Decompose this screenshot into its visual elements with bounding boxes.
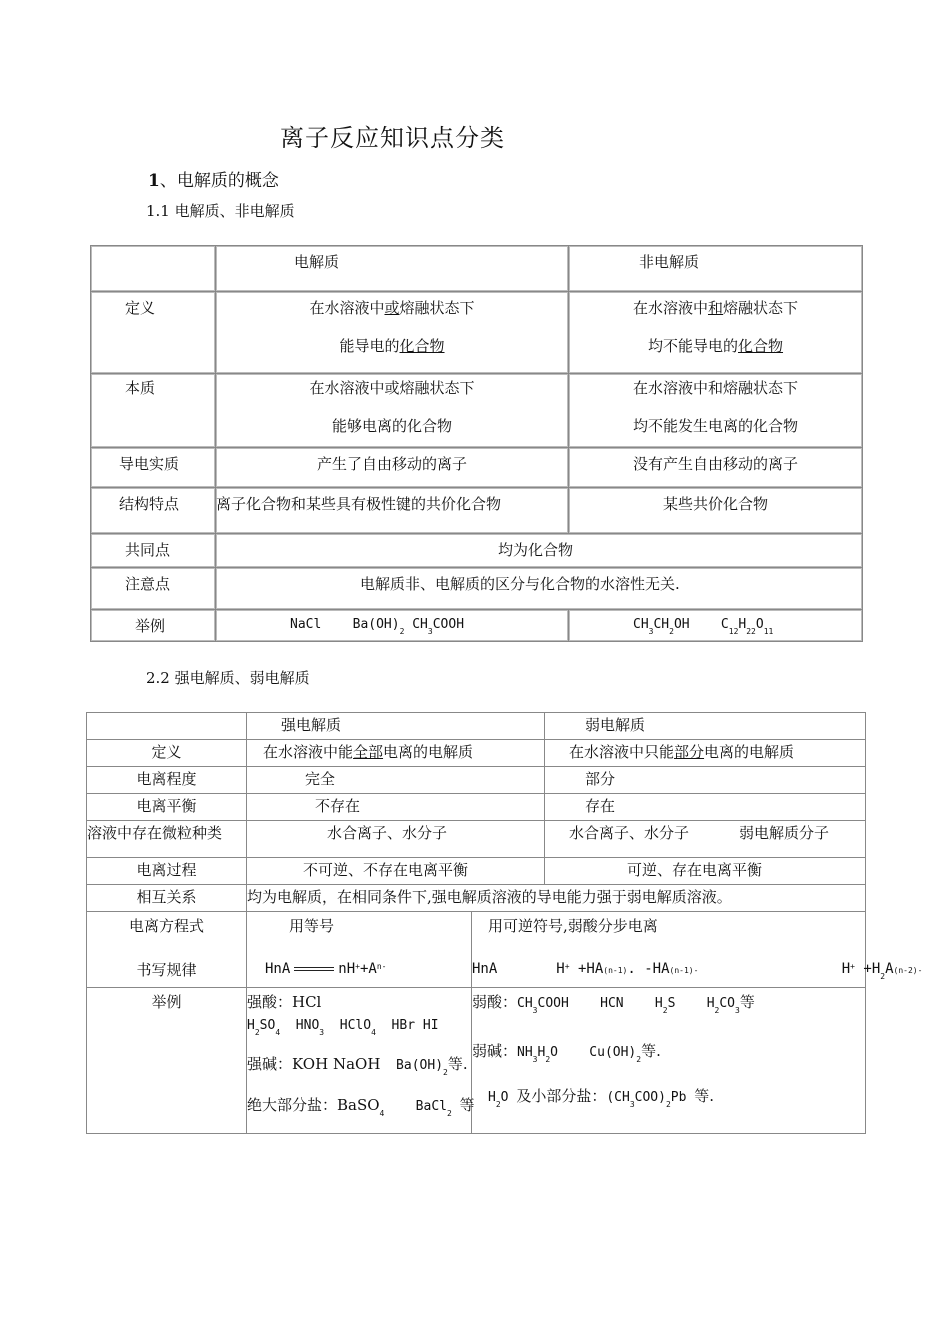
equation-weak-formula: HnA H+ +HA(n-1). -HA(n-1)- $H^+ +H_2A(n-2)-$	[472, 961, 923, 982]
text: 及小部分盐：	[516, 1086, 607, 1105]
table-row	[87, 821, 866, 858]
table-row	[91, 448, 863, 488]
table-row	[87, 988, 866, 1134]
row-label-note: 注意点	[91, 568, 216, 610]
text: 等.	[694, 1086, 715, 1105]
text: 用等号	[289, 917, 335, 935]
conduction-electrolyte: 产生了自由移动的离子	[216, 448, 569, 488]
subsection-heading-2-2: 2.2 强电解质、弱电解质	[146, 669, 310, 687]
section-label: 、电解质的概念	[159, 171, 279, 191]
weak-bases: 弱碱：$NH_3H_2O$ $Cu(OH)_2$等.	[472, 1041, 661, 1064]
structure-nonelectrolyte: 某些共价化合物	[569, 488, 863, 534]
text: 能够电离的化合物	[331, 417, 452, 436]
row-label-common: 共同点	[91, 534, 216, 568]
conduction-nonelectrolyte: 没有产生自由移动的离子	[569, 448, 863, 488]
equation-strong	[247, 912, 472, 988]
essence-nonelectrolyte	[569, 374, 863, 448]
text: 绝大部分盐：BaSO	[247, 1096, 380, 1115]
definition-electrolyte	[216, 292, 569, 374]
text: 熔融状态下	[399, 299, 475, 317]
examples-strong	[247, 988, 475, 1134]
equation-strong-formula: HnA $nH^++A^{n-}$	[265, 961, 387, 978]
text: 等	[459, 1096, 475, 1115]
text: 电离方程式	[128, 917, 204, 935]
table-row	[91, 292, 863, 374]
text: 在水溶液中能	[263, 743, 354, 761]
text: 弱碱：	[472, 1041, 518, 1060]
text: 弱电解质分子	[739, 824, 830, 842]
text: 熔融状态下	[723, 299, 799, 317]
examples-weak	[472, 988, 866, 1134]
text: 强碱：KOH NaOH	[247, 1055, 381, 1074]
process-strong: 不可逆、不存在电离平衡	[247, 858, 545, 885]
table-row	[87, 858, 866, 885]
strong-salts: 绝大部分盐：BaSO$_4$ BaCl$_2$ 等	[247, 1096, 475, 1119]
text: 均不能导电的	[647, 337, 738, 356]
text: 强酸：HCl	[247, 993, 322, 1011]
text: 部分	[674, 743, 705, 761]
table-row	[87, 885, 866, 912]
text: 等	[739, 993, 755, 1011]
row-label-relation: 相互关系	[87, 885, 247, 912]
particles-strong: 水合离子、水分子	[247, 821, 545, 858]
text: 或	[384, 299, 400, 317]
subsection-heading-1-1: 1.1 电解质、非电解质	[146, 202, 295, 220]
table-cell-empty	[91, 246, 216, 292]
text: 等.	[641, 1041, 661, 1060]
text: 在水溶液中或熔融状态下	[309, 379, 475, 397]
strong-acids-list: $H_2SO_4$ $HNO_3$ HClO$_4$ HBr HI	[247, 1017, 439, 1037]
text: 在水溶液中	[632, 299, 708, 317]
relation-value: 均为电解质，在相同条件下,强电解质溶液的导电能力强于弱电解质溶液。	[247, 885, 866, 912]
electrolyte-table	[90, 245, 863, 642]
text: 在水溶液中和熔融状态下	[632, 379, 798, 397]
text: 书写规律	[136, 961, 197, 980]
text: 均不能发生电离的化合物	[632, 417, 798, 436]
text: 化合物	[399, 337, 445, 356]
text: 弱酸：	[472, 993, 518, 1011]
header-nonelectrolyte: 非电解质	[569, 246, 863, 292]
weak-acids: 弱酸：$CH_3COOH$ HCN $H_2S$ $H_2CO_3$等	[472, 993, 755, 1015]
table-row	[87, 794, 866, 821]
text: 全部	[353, 743, 384, 761]
text: 能导电的	[339, 337, 400, 356]
weak-salts: $H_2O$ 及小部分盐：$(CH_3COO)_2Pb$ 等.	[488, 1086, 715, 1109]
essence-electrolyte	[216, 374, 569, 448]
table-cell-empty	[87, 713, 247, 740]
table-row	[87, 912, 866, 988]
text: 和	[707, 299, 723, 317]
page-title: 离子反应知识点分类	[280, 124, 505, 152]
table-row	[91, 246, 863, 292]
text: 化合物	[738, 337, 784, 356]
row-label-equation	[87, 912, 247, 988]
header-electrolyte: 电解质	[216, 246, 569, 292]
row-label-conduction: 导电实质	[91, 448, 216, 488]
strong-bases: 强碱：KOH NaOH $Ba(OH)_2$等.	[247, 1055, 468, 1078]
structure-electrolyte: 离子化合物和某些具有极性键的共价化合物	[216, 488, 569, 534]
row-label-example: 举例	[91, 610, 216, 642]
section-heading	[148, 166, 279, 191]
row-label-essence: 本质	[91, 374, 216, 448]
text: 电离的电解质	[704, 743, 795, 761]
row-label-particles: 溶液中存在微粒种类	[87, 821, 247, 858]
row-label-structure: 结构特点	[91, 488, 216, 534]
equilibrium-strong: 不存在	[247, 794, 545, 821]
note-value: 电解质非、电解质的区分与化合物的水溶性无关.	[216, 568, 863, 610]
example-nonelectrolytes: $CH_3CH_2OH$ $C_{12}H_{22}O_{11}$	[569, 610, 863, 642]
text: 水合离子、水分子	[569, 824, 690, 842]
text: 用可逆符号,弱酸分步电离	[488, 917, 658, 935]
table-row	[91, 374, 863, 448]
row-label-definition: 定义	[91, 292, 216, 374]
example-electrolytes: NaCl $Ba(OH)_2$ $CH_3COOH$	[216, 610, 569, 642]
text: 在水溶液中只能	[569, 743, 675, 761]
definition-nonelectrolyte	[569, 292, 863, 374]
strong-acids	[247, 992, 469, 1013]
table-row	[91, 568, 863, 610]
table-row	[91, 534, 863, 568]
equilibrium-weak: 存在	[545, 794, 866, 821]
table-row	[87, 713, 866, 740]
table-row	[87, 767, 866, 794]
text: 在水溶液中	[309, 299, 385, 317]
degree-weak: 部分	[545, 767, 866, 794]
row-label-degree: 电离程度	[87, 767, 247, 794]
row-label-definition: 定义	[87, 740, 247, 767]
table-row	[91, 610, 863, 642]
text: 等.	[447, 1055, 468, 1074]
degree-strong: 完全	[247, 767, 545, 794]
section-number: 1	[148, 171, 160, 191]
definition-weak	[545, 740, 866, 767]
strong-weak-electrolyte-table	[86, 712, 923, 1134]
particles-weak	[545, 821, 866, 858]
header-weak: 弱电解质	[545, 713, 866, 740]
header-strong: 强电解质	[247, 713, 545, 740]
table-row	[91, 488, 863, 534]
row-label-example: 举例	[87, 988, 247, 1134]
text: 电离的电解质	[383, 743, 474, 761]
row-label-process: 电离过程	[87, 858, 247, 885]
definition-strong	[247, 740, 545, 767]
table-row	[87, 740, 866, 767]
process-weak: 可逆、存在电离平衡	[545, 858, 866, 885]
row-label-equilibrium: 电离平衡	[87, 794, 247, 821]
common-value: 均为化合物	[216, 534, 863, 568]
equation-weak	[472, 912, 923, 988]
